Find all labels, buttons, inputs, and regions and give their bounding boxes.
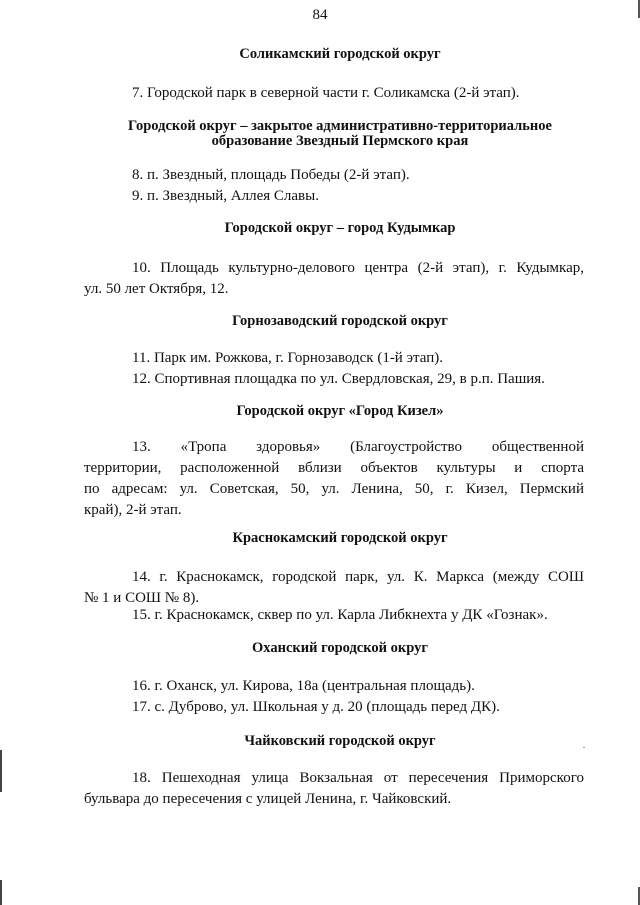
section-heading-okhansk [60, 641, 620, 656]
section-heading-chaykovsky [60, 734, 620, 749]
scan-edge-mark-left [0, 750, 2, 792]
section-heading-zvezdny [60, 119, 620, 149]
heading-line: Краснокамский городской округ [232, 530, 448, 546]
list-item-11 [84, 348, 584, 369]
item-line: 9. п. Звездный, Аллея Славы. [132, 188, 319, 204]
item-line: 8. п. Звездный, площадь Победы (2-й этап). [132, 167, 410, 183]
list-item-17 [84, 697, 584, 718]
list-item-12 [84, 369, 584, 390]
heading-line: Горнозаводский городской округ [232, 313, 448, 329]
heading-line: Городской округ «Город Кизел» [236, 403, 444, 419]
item-line: 11. Парк им. Рожкова, г. Горнозаводск (1-й этап). [132, 350, 443, 366]
item-line: 7. Городской парк в северной части г. Соликамска (2-й этап). [132, 85, 520, 101]
list-item-14 [84, 567, 584, 609]
heading-line: Городской округ – город Кудымкар [224, 220, 456, 236]
item-line: бульвара до пересечения с улицей Ленина, г. Чайковский. [84, 791, 452, 807]
item-line: 15. г. Краснокамск, сквер по ул. Карла Либкнехта у ДК «Гознак». [132, 607, 548, 623]
item-line: 17. с. Дуброво, ул. Школьная у д. 20 (площадь перед ДК). [132, 699, 500, 715]
list-item-15 [84, 605, 584, 626]
list-item-16 [84, 676, 584, 697]
item-line: 12. Спортивная площадка по ул. Свердловская, 29, в р.п. Пашия. [132, 371, 545, 387]
scan-speck [583, 747, 585, 748]
list-item-18 [84, 768, 584, 810]
scan-edge-mark-left-bottom [0, 880, 2, 905]
section-heading-gornozavodsk [60, 314, 620, 329]
item-line: № 1 и СОШ № 8). [84, 590, 200, 606]
item-line: 14. г. Краснокамск, городской парк, ул. К. Маркса (между СОШ [132, 569, 584, 585]
item-line: 16. г. Оханск, ул. Кирова, 18а (центральная площадь). [132, 678, 475, 694]
section-heading-solikamsk [60, 47, 620, 62]
heading-line: Оханский городской округ [252, 640, 428, 656]
list-item-8 [84, 165, 584, 186]
item-line: край), 2-й этап. [84, 502, 182, 518]
page-number: 84 [312, 7, 328, 23]
list-item-9 [84, 186, 584, 207]
heading-line: Городской округ – закрытое административно-территориальное [128, 118, 552, 134]
list-item-7 [84, 83, 584, 104]
item-line: 18. Пешеходная улица Вокзальная от пересечения Приморского [132, 770, 584, 786]
item-line: ул. 50 лет Октября, 12. [84, 281, 229, 297]
section-heading-kudymkar [60, 221, 620, 236]
list-item-13 [84, 437, 584, 521]
item-line: по адресам: ул. Советская, 50, ул. Ленина, 50, г. Кизел, Пермский [84, 481, 584, 497]
section-heading-krasnokamsk [60, 531, 620, 546]
list-item-10 [84, 258, 584, 300]
section-heading-kizel [60, 404, 620, 419]
heading-line: образование Звездный Пермского края [211, 133, 469, 149]
item-line: 10. Площадь культурно-делового центра (2-й этап), г. Кудымкар, [132, 260, 584, 276]
heading-line: Соликамский городской округ [239, 46, 441, 62]
heading-line: Чайковский городской округ [244, 733, 436, 749]
item-line: территории, расположенной вблизи объектов культуры и спорта [84, 460, 584, 476]
item-line: 13. «Тропа здоровья» (Благоустройство общественной [132, 439, 584, 455]
